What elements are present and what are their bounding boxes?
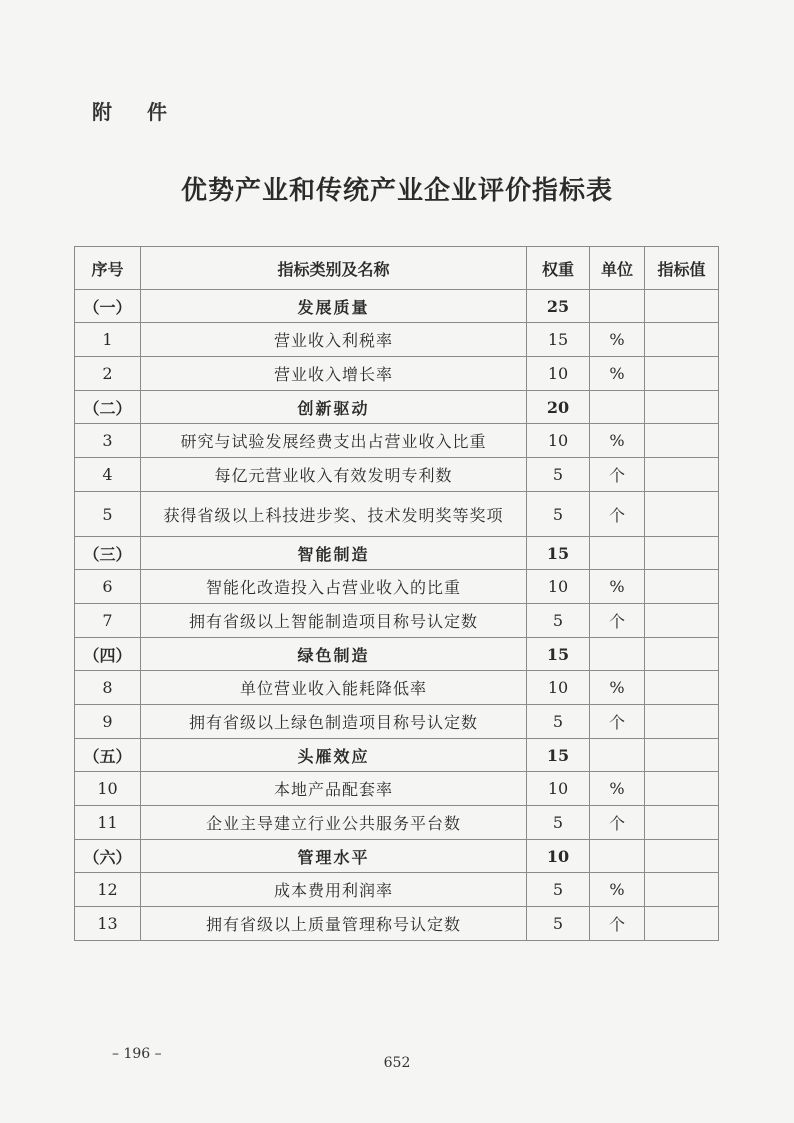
table-row [75,907,719,941]
cell-unit: 个 [590,907,645,941]
cell-name: 拥有省级以上质量管理称号认定数 [141,907,527,941]
cell-name: 创新驱动 [141,391,527,424]
header-weight: 权重 [527,247,590,290]
cell-seq: 4 [75,458,141,492]
category-row [75,537,719,570]
indicator-table [74,246,719,941]
cell-name: 拥有省级以上智能制造项目称号认定数 [141,604,527,638]
cell-name: 管理水平 [141,840,527,873]
category-row [75,840,719,873]
cell-seq: 2 [75,357,141,391]
cell-weight: 5 [527,604,590,638]
cell-value [645,907,719,941]
category-row [75,638,719,671]
cell-unit: % [590,570,645,604]
cell-value [645,604,719,638]
cell-weight: 15 [527,537,590,570]
cell-name: 营业收入利税率 [141,323,527,357]
cell-seq: （二） [75,391,141,424]
cell-weight: 25 [527,290,590,323]
page-marker: – 196 – [112,1046,162,1062]
cell-unit: % [590,357,645,391]
cell-seq: 1 [75,323,141,357]
cell-unit: 个 [590,604,645,638]
cell-value [645,772,719,806]
cell-seq: 9 [75,705,141,739]
cell-value [645,638,719,671]
cell-name: 获得省级以上科技进步奖、技术发明奖等奖项 [141,492,527,537]
cell-unit: % [590,873,645,907]
table-row [75,604,719,638]
header-seq: 序号 [75,247,141,290]
page-title: 优势产业和传统产业企业评价指标表 [180,176,613,206]
cell-seq: 3 [75,424,141,458]
cell-weight: 10 [527,424,590,458]
header-unit: 单位 [590,247,645,290]
cell-seq: （一） [75,290,141,323]
cell-seq: 7 [75,604,141,638]
cell-seq: 13 [75,907,141,941]
cell-value [645,391,719,424]
cell-weight: 15 [527,638,590,671]
cell-name: 本地产品配套率 [141,772,527,806]
cell-value [645,705,719,739]
cell-unit: % [590,772,645,806]
cell-unit: % [590,671,645,705]
cell-name: 绿色制造 [141,638,527,671]
cell-value [645,290,719,323]
cell-weight: 15 [527,739,590,772]
cell-seq: 8 [75,671,141,705]
cell-weight: 5 [527,873,590,907]
cell-value [645,492,719,537]
cell-weight: 5 [527,806,590,840]
cell-weight: 5 [527,705,590,739]
cell-value [645,323,719,357]
cell-name: 智能制造 [141,537,527,570]
cell-weight: 10 [527,772,590,806]
cell-weight: 10 [527,671,590,705]
table-row [75,570,719,604]
cell-unit: 个 [590,705,645,739]
page-number: 652 [383,1055,411,1071]
cell-value [645,873,719,907]
table-row [75,357,719,391]
cell-unit: % [590,323,645,357]
table-row [75,323,719,357]
cell-unit [590,537,645,570]
table-row [75,873,719,907]
cell-weight: 5 [527,907,590,941]
cell-value [645,840,719,873]
cell-weight: 5 [527,492,590,537]
table-row [75,458,719,492]
cell-name: 每亿元营业收入有效发明专利数 [141,458,527,492]
cell-unit [590,290,645,323]
attachment-label: 附 件 [92,100,181,124]
cell-name: 研究与试验发展经费支出占营业收入比重 [141,424,527,458]
cell-unit [590,391,645,424]
cell-unit [590,739,645,772]
cell-unit [590,638,645,671]
cell-value [645,458,719,492]
cell-name: 头雁效应 [141,739,527,772]
cell-seq: 11 [75,806,141,840]
cell-seq: （四） [75,638,141,671]
cell-seq: 10 [75,772,141,806]
cell-seq: （六） [75,840,141,873]
category-row [75,290,719,323]
table-row [75,772,719,806]
category-row [75,391,719,424]
cell-seq: 5 [75,492,141,537]
cell-name: 营业收入增长率 [141,357,527,391]
cell-weight: 20 [527,391,590,424]
cell-seq: 12 [75,873,141,907]
cell-unit: 个 [590,806,645,840]
cell-value [645,357,719,391]
cell-seq: （五） [75,739,141,772]
cell-weight: 10 [527,570,590,604]
cell-value [645,424,719,458]
table-header-row [75,247,719,290]
cell-weight: 15 [527,323,590,357]
cell-name: 企业主导建立行业公共服务平台数 [141,806,527,840]
table-body [75,290,719,941]
cell-value [645,570,719,604]
cell-weight: 5 [527,458,590,492]
table-row [75,424,719,458]
cell-unit: 个 [590,492,645,537]
cell-value [645,739,719,772]
cell-name: 发展质量 [141,290,527,323]
cell-value [645,806,719,840]
cell-weight: 10 [527,840,590,873]
cell-unit: 个 [590,458,645,492]
cell-seq: （三） [75,537,141,570]
cell-unit: % [590,424,645,458]
cell-name: 智能化改造投入占营业收入的比重 [141,570,527,604]
table-row [75,705,719,739]
cell-seq: 6 [75,570,141,604]
cell-value [645,537,719,570]
cell-name: 单位营业收入能耗降低率 [141,671,527,705]
table-row [75,806,719,840]
cell-value [645,671,719,705]
cell-name: 拥有省级以上绿色制造项目称号认定数 [141,705,527,739]
cell-name: 成本费用利润率 [141,873,527,907]
header-value: 指标值 [645,247,719,290]
table-row [75,671,719,705]
cell-weight: 10 [527,357,590,391]
cell-unit [590,840,645,873]
header-name: 指标类别及名称 [141,247,527,290]
category-row [75,739,719,772]
table-row [75,492,719,537]
